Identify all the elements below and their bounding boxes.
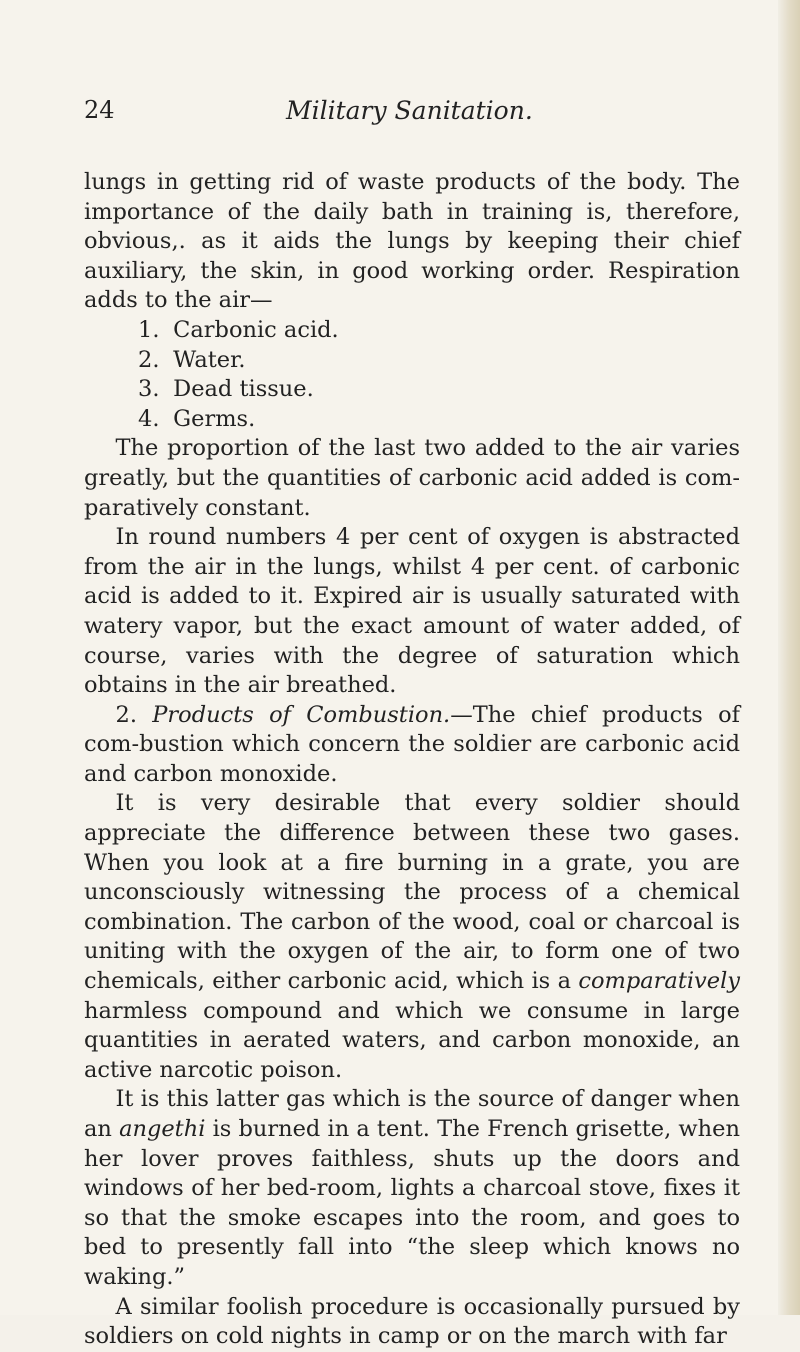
- section-heading: Products of Combustion.: [152, 701, 451, 728]
- list-text: Carbonic acid.: [173, 316, 339, 343]
- paragraph-1: lungs in getting rid of waste products of the body. The importance of the daily bath in training is, therefore, obvious,. as it aids the lungs by keeping their chief auxiliary, the skin, in good working order. Respiration adds to the air—: [84, 169, 740, 314]
- list-item: [138, 316, 740, 346]
- page-number: 24: [84, 96, 115, 124]
- list-number: 2.: [138, 346, 160, 373]
- list-number: 4.: [138, 405, 160, 432]
- list-item: [138, 375, 740, 405]
- section-number: 2.: [115, 701, 153, 728]
- paragraph-5: [84, 789, 740, 1085]
- paragraph-5-part-2: harmless compound and which we consume in large quantities in aerated waters, and carbon monoxide, an active narcotic poison.: [84, 997, 740, 1083]
- paragraph-6-part-1: It is this latter gas which is the source of danger when an: [84, 1086, 740, 1142]
- list-text: Dead tissue.: [173, 376, 314, 403]
- paragraph-5-part-1: It is very desirable that every soldier should appreciate the difference between these two gases. When you look at a fire burning in a grate, you are unconsciously witnessing the process of a chemical combination. The carbon of the wood, coal or charcoal is uniting with the oxygen of the air, to form one of two chemicals, either carbonic acid, which is a: [84, 790, 740, 995]
- running-head: Military Sanitation.: [286, 96, 533, 125]
- emphasis-angethi: angethi: [119, 1116, 206, 1142]
- paragraph-6-part-2: is burned in a tent. The French grisette, when her lover proves faithless, shuts up the doors and windows of her bed-room, lights a charcoal stove, fixes it so that the smoke escapes into the room, and goes to bed to presently fall into “the sleep which knows no waking.”: [84, 1116, 740, 1290]
- paragraph-3: In round numbers 4 per cent of oxygen is abstracted from the air in the lungs, whilst 4 per cent. of carbonic acid is added to it. Expired air is usually saturated with watery vapor, but the exact amount of water added, of course, varies with the degree of saturation which obtains in the air breathed.: [84, 524, 740, 699]
- list-number: 1.: [138, 316, 160, 343]
- paragraph-6: [84, 1085, 740, 1292]
- emphasis-comparatively: comparatively: [578, 968, 740, 995]
- paragraph-4: [84, 701, 740, 790]
- respiration-list: [84, 316, 740, 434]
- list-text: Water.: [173, 346, 246, 373]
- page-header: [84, 96, 724, 136]
- section-text: —The chief products of com-bustion which concern the soldier are carbonic acid and carbon monoxide.: [84, 701, 740, 787]
- paragraph-7: A similar foolish procedure is occasionally pursued by soldiers on cold nights in camp or on the march with far: [84, 1293, 740, 1350]
- list-item: [138, 346, 740, 376]
- list-item: [138, 405, 740, 435]
- body-text: [84, 168, 740, 1352]
- paragraph-2: The proportion of the last two added to the air varies greatly, but the quantities of carbonic acid added is com-paratively constant.: [84, 435, 740, 521]
- page-edge: [778, 0, 800, 1315]
- list-text: Germs.: [173, 405, 256, 432]
- list-number: 3.: [138, 376, 160, 403]
